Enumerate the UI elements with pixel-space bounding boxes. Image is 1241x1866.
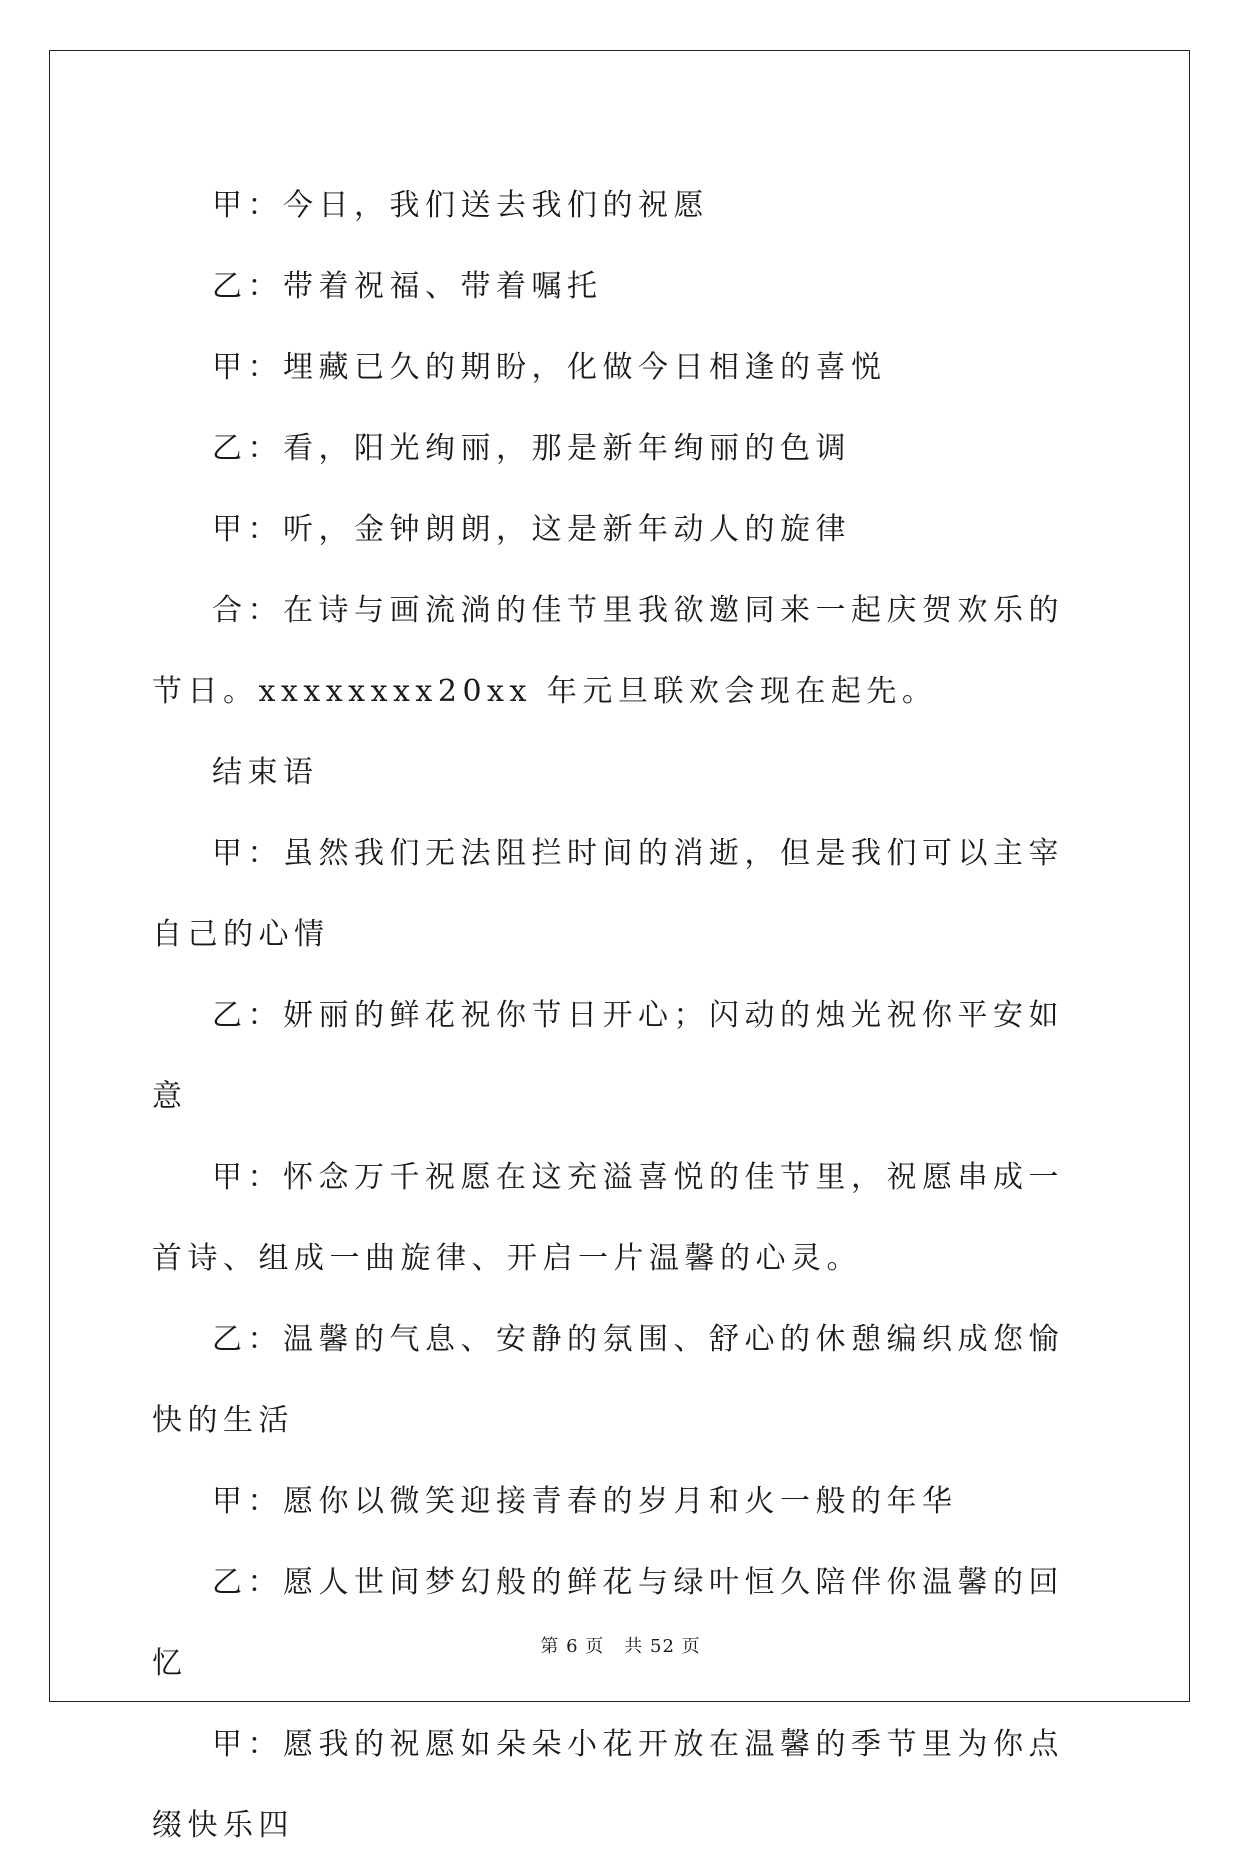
paragraph: 甲：怀念万千祝愿在这充溢喜悦的佳节里，祝愿串成一首诗、组成一曲旋律、开启一片温馨的心灵。: [152, 1160, 1064, 1276]
paragraph: 甲：愿我的祝愿如朵朵小花开放在温馨的季节里为你点缀快乐四: [152, 1727, 1064, 1843]
paragraph: 乙：带着祝福、带着嘱托: [212, 269, 603, 304]
paragraph: 乙：看，阳光绚丽，那是新年绚丽的色调: [212, 431, 851, 466]
paragraph: 乙：愿人世间梦幻般的鲜花与绿叶恒久陪伴你温馨的回忆: [152, 1565, 1064, 1681]
paragraph: 甲：埋藏已久的期盼，化做今日相逢的喜悦: [212, 350, 887, 385]
page-total: 共 52 页: [624, 1636, 701, 1657]
paragraph: 甲：虽然我们无法阻拦时间的消逝，但是我们可以主宰自己的心情: [152, 836, 1064, 952]
page-footer: [0, 1632, 1241, 1658]
paragraph: 乙：温馨的气息、安静的氛围、舒心的休憩编织成您愉快的生活: [152, 1322, 1064, 1438]
page-number: 第 6 页: [540, 1636, 605, 1657]
section-heading: 结束语: [212, 755, 319, 790]
paragraph: 合：在诗与画流淌的佳节里我欲邀同来一起庆贺欢乐的节日。xxxxxxxx20xx 年元旦联欢会现在起先。: [152, 593, 1064, 709]
document-body: [152, 165, 1092, 1866]
paragraph: 甲：愿你以微笑迎接青春的岁月和火一般的年华: [212, 1484, 958, 1519]
paragraph: 甲：听，金钟朗朗，这是新年动人的旋律: [212, 512, 851, 547]
paragraph: 甲：今日，我们送去我们的祝愿: [212, 188, 709, 223]
paragraph: 乙：妍丽的鲜花祝你节日开心；闪动的烛光祝你平安如意: [152, 998, 1064, 1114]
